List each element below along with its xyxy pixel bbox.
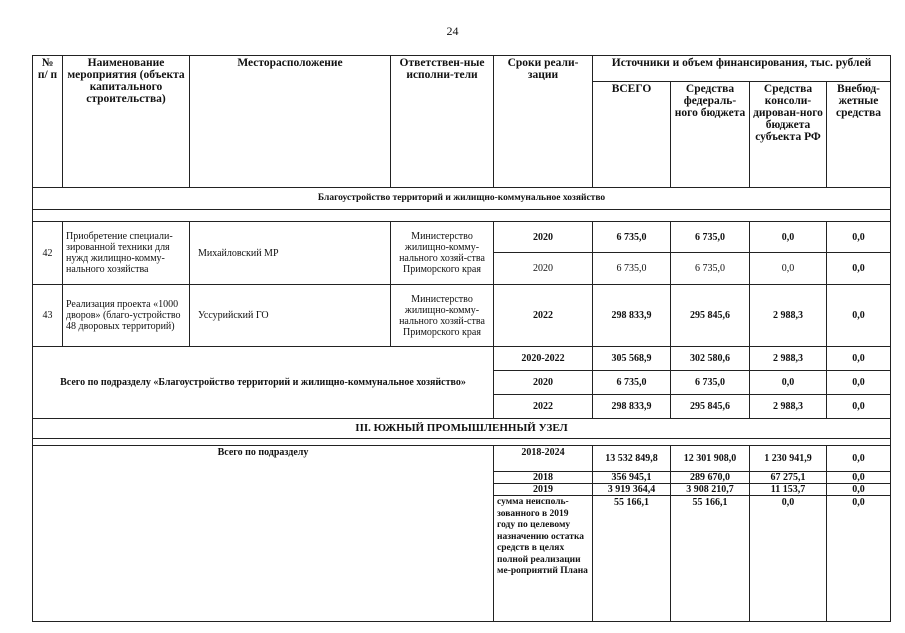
total3-total-3: 55 166,1 xyxy=(593,496,671,622)
row42-extra-a: 0,0 xyxy=(827,222,891,253)
subtotal-total-2: 298 833,9 xyxy=(593,395,671,419)
header-funding: Источники и объем финансирования, тыс. рублей xyxy=(593,56,891,82)
total3-cons-3: 0,0 xyxy=(750,496,827,622)
row42-name: Приобретение специали-зированной техники для нужд жилищно-комму-нального хозяйства xyxy=(63,222,190,285)
header-location: Месторасположение xyxy=(190,56,391,188)
total3-total-1: 356 945,1 xyxy=(593,472,671,484)
row43-total: 298 833,9 xyxy=(593,285,671,347)
section-title-improvement: Благоустройство территорий и жилищно-коммунальное хозяйство xyxy=(33,188,891,210)
total3-federal-1: 289 670,0 xyxy=(671,472,750,484)
header-terms: Сроки реали-зации xyxy=(494,56,593,188)
total3-extra-3: 0,0 xyxy=(827,496,891,622)
subtotal-cons-0: 2 988,3 xyxy=(750,347,827,371)
subtotal-total-1: 6 735,0 xyxy=(593,371,671,395)
row42-year-b: 2020 xyxy=(494,253,593,285)
total3-total-0: 13 532 849,8 xyxy=(593,446,671,472)
row43-name: Реализация проекта «1000 дворов» (благо-устройство 48 дворовых территорий) xyxy=(63,285,190,347)
subtotal-cons-2: 2 988,3 xyxy=(750,395,827,419)
row42-year-a: 2020 xyxy=(494,222,593,253)
header-name: Наименование мероприятия (объекта капитального строительства) xyxy=(63,56,190,188)
subtotal-federal-1: 6 735,0 xyxy=(671,371,750,395)
total3-extra-2: 0,0 xyxy=(827,484,891,496)
total3-extra-0: 0,0 xyxy=(827,446,891,472)
row43-location: Уссурийский ГО xyxy=(190,285,391,347)
section-title-south: III. ЮЖНЫЙ ПРОМЫШЛЕННЫЙ УЗЕЛ xyxy=(33,419,891,439)
row42-location: Михайловский МР xyxy=(190,222,391,285)
row42-cons-a: 0,0 xyxy=(750,222,827,253)
spacer-row xyxy=(33,210,891,222)
total3-year-3: сумма неисполь-зованного в 2019 году по целевому назначению остатка средств в целях полной реализации ме-роприятий Плана xyxy=(494,496,593,622)
total3-year-2: 2019 xyxy=(494,484,593,496)
total3-cons-0: 1 230 941,9 xyxy=(750,446,827,472)
subtotal-federal-0: 302 580,6 xyxy=(671,347,750,371)
total3-cons-2: 11 153,7 xyxy=(750,484,827,496)
subtotal-extra-2: 0,0 xyxy=(827,395,891,419)
row42-num: 42 xyxy=(33,222,63,285)
total3-federal-0: 12 301 908,0 xyxy=(671,446,750,472)
total3-year-1: 2018 xyxy=(494,472,593,484)
row42-total-a: 6 735,0 xyxy=(593,222,671,253)
header-extra: Внебюд-жетные средства xyxy=(827,82,891,188)
row42-cons-b: 0,0 xyxy=(750,253,827,285)
total3-federal-3: 55 166,1 xyxy=(671,496,750,622)
page-number: 24 xyxy=(446,24,459,38)
subtotal-label: Всего по подразделу «Благоустройство территорий и жилищно-коммунальное хозяйство» xyxy=(33,347,494,419)
header-executors: Ответствен-ные исполни-тели xyxy=(391,56,494,188)
row42-federal-b: 6 735,0 xyxy=(671,253,750,285)
header-total: ВСЕГО xyxy=(593,82,671,188)
subtotal-year-2: 2022 xyxy=(494,395,593,419)
total3-cons-1: 67 275,1 xyxy=(750,472,827,484)
total3-total-2: 3 919 364,4 xyxy=(593,484,671,496)
row43-executor: Министерство жилищно-комму-нального хозяй-ства Приморского края xyxy=(391,285,494,347)
subtotal-federal-2: 295 845,6 xyxy=(671,395,750,419)
header-num: № п/ п xyxy=(33,56,63,188)
total3-year-0: 2018-2024 xyxy=(494,446,593,472)
row42-federal-a: 6 735,0 xyxy=(671,222,750,253)
row42-extra-b: 0,0 xyxy=(827,253,891,285)
row43-num: 43 xyxy=(33,285,63,347)
spacer-row xyxy=(33,439,891,446)
subtotal-extra-0: 0,0 xyxy=(827,347,891,371)
row43-federal: 295 845,6 xyxy=(671,285,750,347)
total3-label: Всего по подразделу xyxy=(33,446,494,622)
financing-table xyxy=(32,55,891,622)
row43-year: 2022 xyxy=(494,285,593,347)
row43-cons: 2 988,3 xyxy=(750,285,827,347)
header-consolidated: Средства консоли-дирован-ного бюджета субъекта РФ xyxy=(750,82,827,188)
subtotal-total-0: 305 568,9 xyxy=(593,347,671,371)
total3-federal-2: 3 908 210,7 xyxy=(671,484,750,496)
row43-extra: 0,0 xyxy=(827,285,891,347)
subtotal-year-0: 2020-2022 xyxy=(494,347,593,371)
row42-executor: Министерство жилищно-комму-нального хозяй-ства Приморского края xyxy=(391,222,494,285)
subtotal-extra-1: 0,0 xyxy=(827,371,891,395)
total3-extra-1: 0,0 xyxy=(827,472,891,484)
row42-total-b: 6 735,0 xyxy=(593,253,671,285)
subtotal-cons-1: 0,0 xyxy=(750,371,827,395)
subtotal-year-1: 2020 xyxy=(494,371,593,395)
header-federal: Средства федераль-ного бюджета xyxy=(671,82,750,188)
